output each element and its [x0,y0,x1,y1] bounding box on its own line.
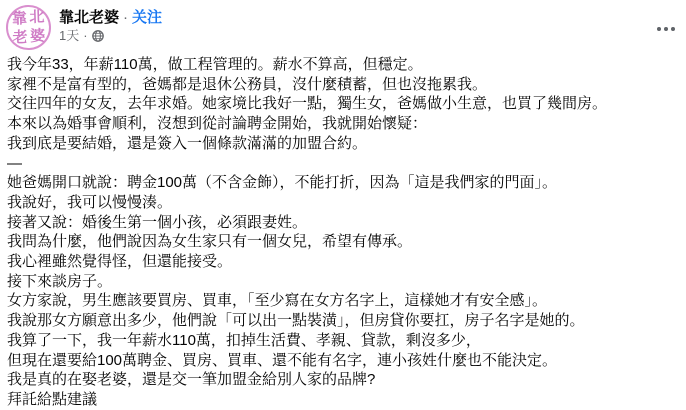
post-text-line: 家裡不是富有型的，爸媽都是退休公務員，沒什麼積蓄，但也沒拖累我。 [7,75,488,93]
post-text-line: 她爸媽開口就說：聘金100萬（不含金飾），不能打折，因為「這是我們家的門面」。 [7,174,558,192]
post-text-line: 我是真的在娶老婆，還是交一筆加盟金給別人家的品牌? [7,371,376,389]
name-separator: · [123,9,129,26]
post-text-line: 我到底是要結婚，還是簽入一個條款滿滿的加盟合約。 [7,134,368,152]
post-text-line: 我算了一下，我一年薪水110萬，扣掉生活費、孝親、貸款，剩沒多少， [7,331,481,349]
post-text-line: 交往四年的女友，去年求婚。她家境比我好一點，獨生女，爸媽做小生意，也買了幾間房。 [7,95,608,113]
post-text-line: 我問為什麼，他們說因為女生家只有一個女兒，希望有傳承。 [7,233,413,251]
post-text-line: 接下來談房子。 [7,272,113,290]
avatar-seal-char: 靠 [11,9,28,28]
post-timestamp[interactable]: 1天 [59,28,80,43]
meta-row [59,29,162,43]
post-header [6,5,162,50]
ellipsis-icon [664,27,668,31]
post-text-line: 但現在還要給100萬聘金、買房、買車、還不能有名字，連小孩姓什麼也不能決定。 [7,351,558,369]
follow-link[interactable]: 关注 [132,9,163,26]
ellipsis-icon [657,27,661,31]
profile-name-link[interactable]: 靠北老婆 [59,9,120,26]
post-text-line: 我心裡雖然覺得怪，但還能接受。 [7,253,233,271]
more-options-button[interactable] [650,18,682,40]
avatar-seal-char: 老 [12,27,28,47]
meta-separator: · [83,28,88,43]
profile-avatar[interactable] [5,4,52,51]
avatar-seal-char: 北 [29,7,45,27]
post-body [7,55,684,410]
post-text-line: 女方家說，男生應該要買房、買車，「至少寫在女方名字上，這樣她才有安全感」。 [7,292,548,310]
post-text-line: 接著又說：婚後生第一個小孩，必須跟妻姓。 [7,213,308,231]
post-text-line: — [7,154,22,172]
post-text-line: 我說那女方願意出多少，他們說「可以出一點裝潢」，但房貸你要扛，房子名字是她的。 [7,312,585,330]
avatar-seal-char: 婆 [29,26,46,45]
name-row [59,9,162,26]
post-text-line: 我今年33，年薪110萬，做工程管理的。薪水不算高，但穩定。 [7,56,423,73]
globe-icon [92,30,104,42]
post-text-line: 拜託給點建議 [7,390,98,408]
header-text [59,5,162,43]
ellipsis-icon [671,27,675,31]
post-text-line: 我說好，我可以慢慢湊。 [7,193,173,211]
post-text-line: 本來以為婚事會順利，沒想到從討論聘金開始，我就開始懷疑： [7,115,428,133]
